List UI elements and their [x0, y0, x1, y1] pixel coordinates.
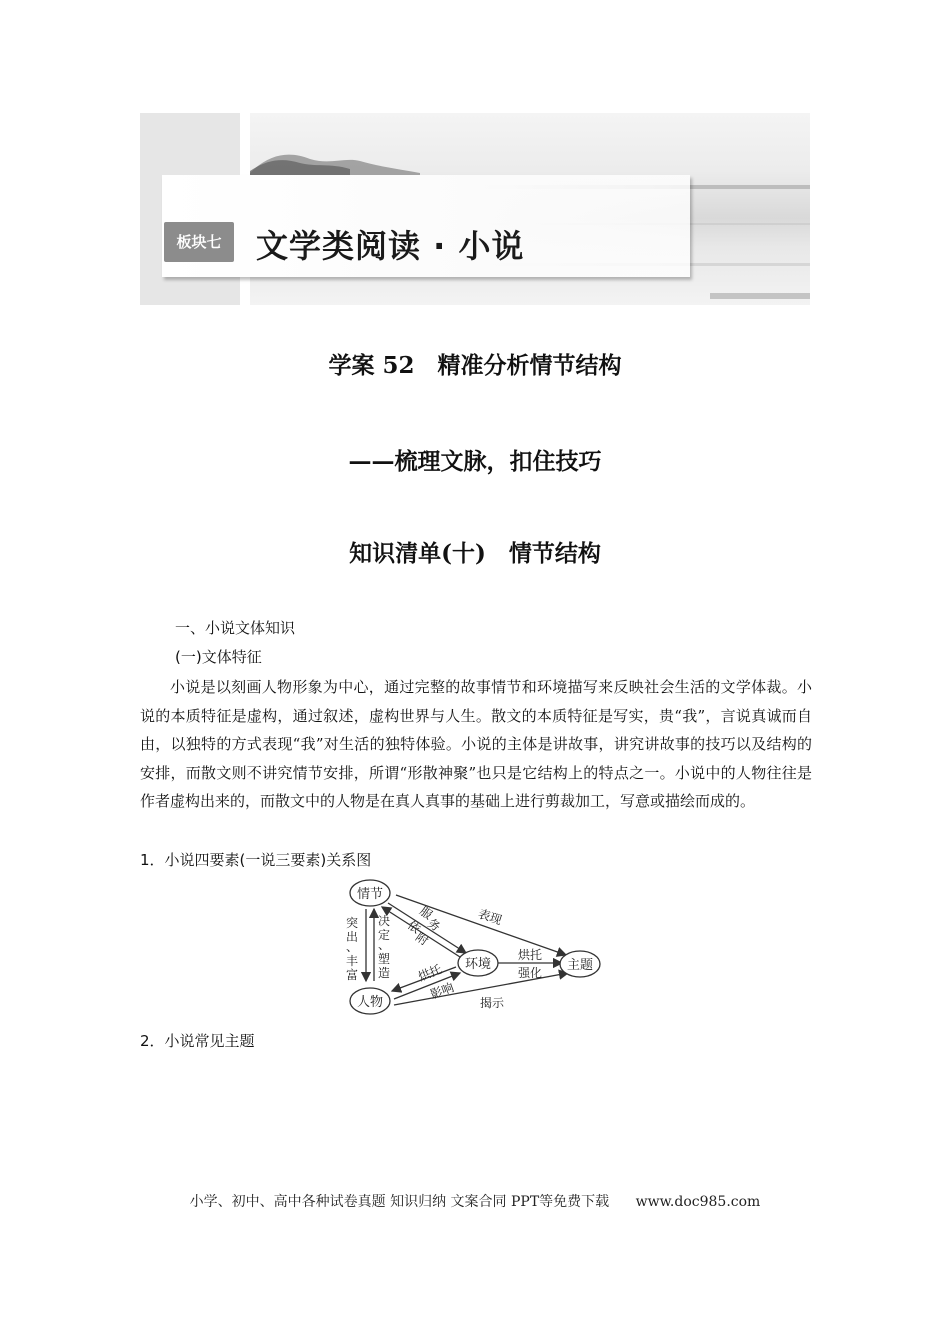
footer-text: 小学、初中、高中各种试卷真题 知识归纳 文案合同 PPT等免费下载	[189, 1194, 610, 1210]
label-serve-2: 务	[425, 915, 443, 935]
banner-title: 文学类阅读 · 小说	[256, 227, 525, 265]
label-attach-2: 附	[413, 929, 431, 949]
section-heading: 一、小说文体知识	[175, 619, 296, 637]
label-foil-up: 烘托	[416, 962, 444, 984]
label-highlight-4: 丰	[345, 954, 359, 968]
lesson-title: 学案 52 精准分析情节结构	[328, 352, 622, 379]
label-decide-4: 塑	[377, 952, 391, 966]
label-express: 表现	[476, 906, 504, 928]
node-environment-label: 环境	[464, 957, 492, 972]
header-banner	[140, 113, 810, 305]
footer-url[interactable]: www.doc985.com	[635, 1194, 761, 1210]
label-highlight-3: 、	[345, 940, 359, 954]
item-heading-diagram: 1．小说四要素(一说三要素)关系图	[140, 851, 372, 869]
label-highlight-2: 出	[345, 930, 359, 944]
page-footer	[0, 1191, 950, 1211]
elements-relationship-diagram	[338, 873, 610, 1019]
knowledge-title: 知识清单(十) 情节结构	[349, 540, 601, 567]
node-plot-label: 情节	[356, 887, 384, 902]
label-decide-3: 、	[377, 938, 391, 952]
label-highlight-1: 突	[345, 916, 359, 930]
node-theme-label: 主题	[566, 958, 594, 973]
node-character-label: 人物	[356, 995, 384, 1010]
label-foil-theme: 烘托	[517, 948, 543, 962]
label-serve-1: 服	[417, 903, 435, 923]
label-reveal: 揭示	[479, 996, 505, 1010]
label-strengthen: 强化	[517, 966, 543, 980]
block-badge: 板块七	[164, 222, 234, 262]
lesson-subtitle: ——梳理文脉，扣住技巧	[348, 448, 602, 475]
item-heading-themes: 2．小说常见主题	[140, 1032, 255, 1050]
label-decide-2: 定	[377, 928, 391, 942]
label-influence: 影响	[428, 980, 456, 1002]
label-attach-1: 依	[405, 917, 423, 937]
label-highlight-5: 富	[345, 968, 359, 982]
label-decide-1: 决	[377, 914, 391, 928]
label-decide-5: 造	[377, 966, 391, 980]
body-paragraph: 小说是以刻画人物形象为中心，通过完整的故事情节和环境描写来反映社会生活的文学体裁。小说的本质特征是虚构，通过叙述，虚构世界与人生。散文的本质特征是写实，贵“我”，言说真诚而自由，以独特的方式表现“我”对生活的独特体验。小说的主体是讲故事，讲究讲故事的技巧以及结构的安排，而散文则不讲究情节安排，所谓“形散神聚”也只是它结构上的特点之一。小说中的人物往往是作者虚构出来的，而散文中的人物是在真人真事的基础上进行剪裁加工，写意或描绘而成的。	[140, 678, 812, 810]
subsection-heading: (一)文体特征	[175, 648, 262, 666]
